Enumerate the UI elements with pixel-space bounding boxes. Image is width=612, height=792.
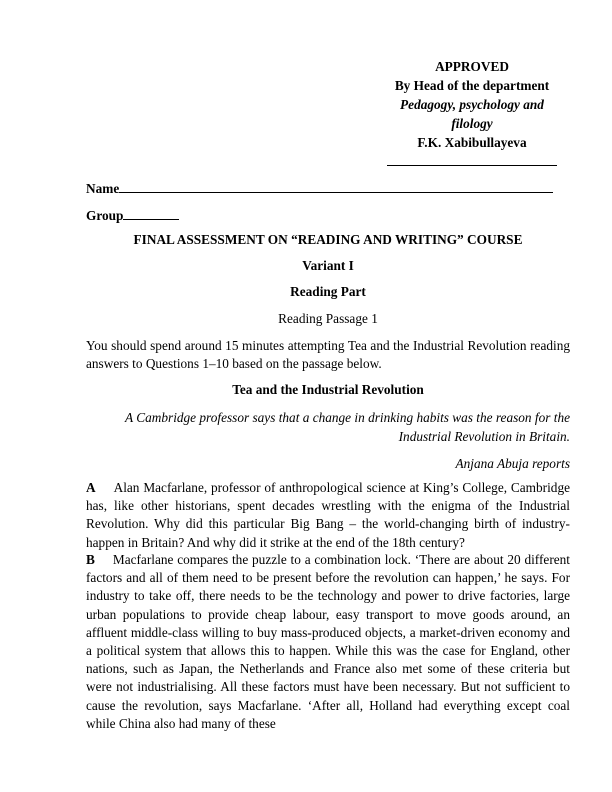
passage-label: Reading Passage 1	[278, 311, 378, 326]
department-line-1: Pedagogy, psychology and	[400, 97, 544, 112]
approval-block	[386, 57, 558, 166]
approval-title: APPROVED	[435, 59, 509, 74]
article-title: Tea and the Industrial Revolution	[232, 382, 424, 397]
approval-line: By Head of the department	[394, 78, 550, 93]
head-name: F.K. Xabibullayeva	[417, 135, 527, 150]
paragraph-text: Macfarlane compares the puzzle to a combination lock. ‘There are about 20 different factors and all of them need to be present before the revolution can happen,’ he says. For industry to take off, there needs to be the technology and power to drive factories, large urban populations to provide cheap labour, easy transport to move goods around, an affluent middle-class willing to buy mass-produced objects, a market-driven economy and a political system that allows this to happen. While this was the case for England, other nations, such as Japan, the Netherlands and France also met some of these criteria but were not industrialising. All these factors must have been necessary. But not sufficient to cause the revolution, says Macfarlane. ‘After all, Holland had everything except coal while China also had many of these	[86, 552, 570, 731]
paragraph-letter: A	[86, 480, 96, 495]
part-label: Reading Part	[290, 284, 366, 299]
paragraph-text: Alan Macfarlane, professor of anthropological science at King’s College, Cambridge has, like other historians, spent decades wrestling with the enigma of the Industrial Revolution. Why did this particular Big Bang – the world-changing birth of industry-happen in Britain? And why did it strike at the end of the 18th century?	[86, 480, 570, 550]
group-field	[86, 205, 179, 224]
instructions: You should spend around 15 minutes attempting Tea and the Industrial Revolution reading answers to Questions 1–10 based on the passage below.	[86, 338, 570, 372]
variant-label: Variant I	[302, 258, 354, 273]
assessment-title: FINAL ASSESSMENT ON “READING AND WRITING” COURSE	[133, 232, 523, 247]
group-label: Group	[86, 208, 124, 223]
name-blank[interactable]	[119, 178, 553, 193]
article-subtitle-text: A Cambridge professor says that a change in drinking habits was the reason for the Industrial Revolution in Britain.	[125, 410, 570, 444]
paragraph-b	[86, 551, 570, 733]
paragraph-a	[86, 479, 570, 552]
paragraph-letter: B	[86, 552, 95, 567]
article-byline: Anjana Abuja reports	[455, 456, 570, 471]
group-blank[interactable]	[123, 205, 179, 220]
signature-line	[387, 165, 557, 166]
department-line-2: filology	[451, 116, 493, 131]
name-label: Name	[86, 181, 120, 196]
article-subtitle	[86, 408, 570, 446]
name-field	[86, 178, 553, 197]
